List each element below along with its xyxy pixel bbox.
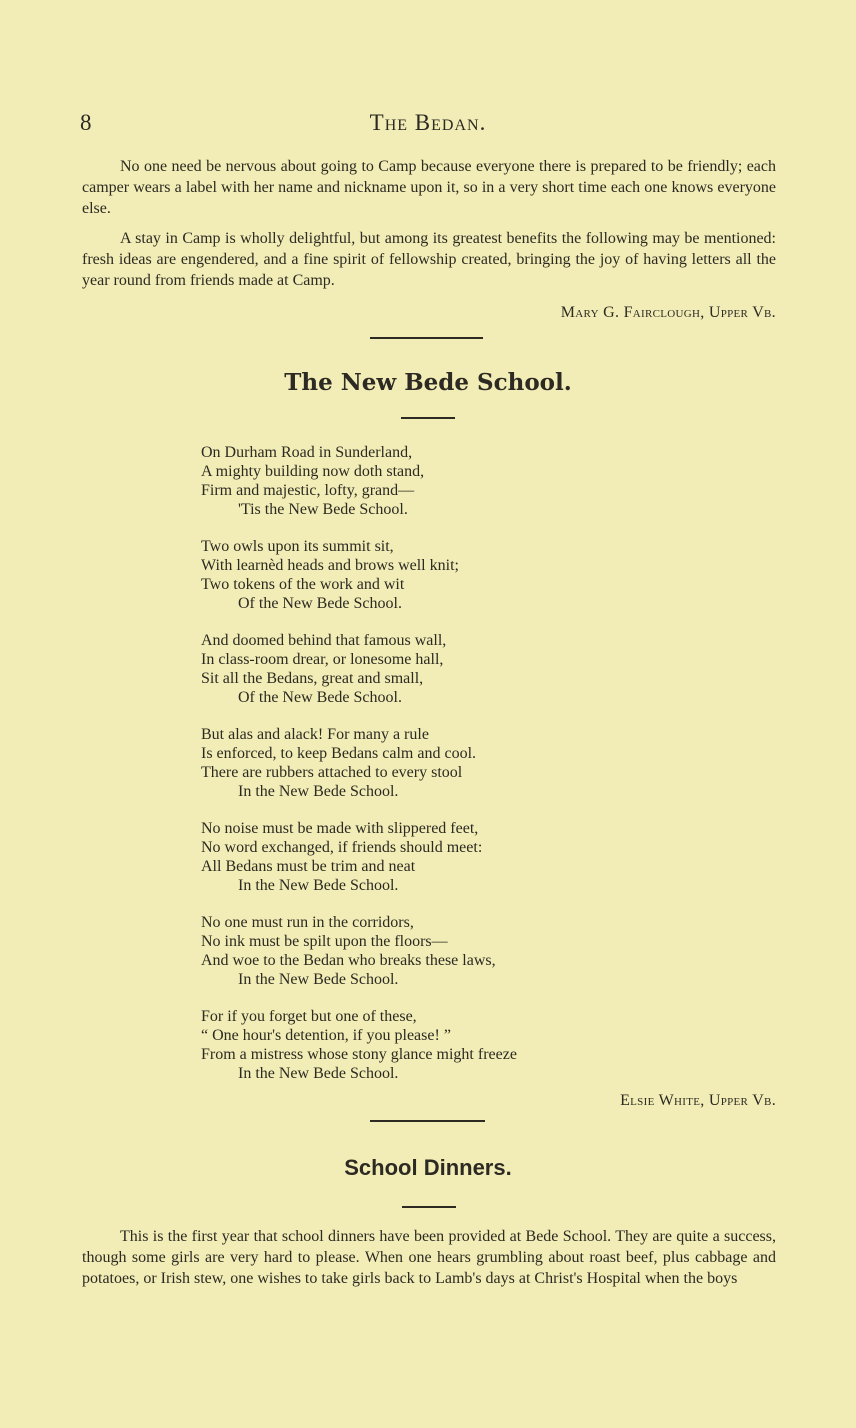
poem-line: A mighty building now doth stand,: [201, 463, 425, 480]
poem-line: But alas and alack! For many a rule: [201, 726, 429, 743]
stanza-7: [201, 1007, 721, 1083]
poem-line: “ One hour's detention, if you please! ”: [201, 1027, 451, 1044]
poem-refrain: In the New Bede School.: [238, 1065, 399, 1082]
poem-refrain: In the New Bede School.: [238, 971, 399, 988]
poem-line: No noise must be made with slippered feet,: [201, 820, 479, 837]
poem-refrain: In the New Bede School.: [238, 877, 399, 894]
poem-line: For if you forget but one of these,: [201, 1008, 417, 1025]
poem-line: On Durham Road in Sunderland,: [201, 444, 413, 461]
page-header: [80, 110, 776, 140]
poem-refrain: Of the New Bede School.: [238, 689, 402, 706]
poem-line: There are rubbers attached to every stool: [201, 764, 463, 781]
title-underline: [402, 1206, 456, 1208]
stanza-2: [201, 537, 721, 613]
stanza-5: [201, 819, 721, 895]
stanza-4: [201, 725, 721, 801]
poem-line: Sit all the Bedans, great and small,: [201, 670, 424, 687]
poem-line: In class-room drear, or lonesome hall,: [201, 651, 444, 668]
poem-line: No ink must be spilt upon the floors—: [201, 933, 448, 950]
camp-paragraph-1: No one need be nervous about going to Camp because everyone there is prepared to be friendly; each camper wears a label with her name and nickname upon it, so in a very short time each one knows everyone else.: [82, 158, 776, 217]
section-divider: [370, 337, 483, 339]
poem-line: No one must run in the corridors,: [201, 914, 414, 931]
poem-line: And woe to the Bedan who breaks these laws,: [201, 952, 496, 969]
camp-paragraph-2: A stay in Camp is wholly delightful, but among its greatest benefits the following may be mentioned: fresh ideas are engendered, and a fine spirit of fellowship created, bringing the joy of having letters all the year round from friends made at Camp.: [82, 230, 776, 289]
poem-title: The New Bede School.: [284, 369, 572, 396]
poem-line: No word exchanged, if friends should meet:: [201, 839, 483, 856]
stanza-1: [201, 443, 721, 519]
poem: [201, 443, 721, 1101]
poem-line: Two tokens of the work and wit: [201, 576, 405, 593]
poem-line: With learnèd heads and brows well knit;: [201, 557, 459, 574]
stanza-6: [201, 913, 721, 989]
dinners-title: School Dinners.: [344, 1155, 512, 1180]
poem-line: Firm and majestic, lofty, grand—: [201, 482, 415, 499]
title-underline: [401, 417, 455, 419]
running-title: The Bedan.: [369, 110, 487, 135]
poem-line: Is enforced, to keep Bedans calm and cool.: [201, 745, 477, 762]
poem-refrain: In the New Bede School.: [238, 783, 399, 800]
poem-signature: Elsie White, Upper Vb.: [620, 1092, 776, 1109]
poem-line: From a mistress whose stony glance might freeze: [201, 1046, 517, 1063]
poem-line: All Bedans must be trim and neat: [201, 858, 416, 875]
section-divider: [370, 1120, 485, 1122]
poem-refrain: Of the New Bede School.: [238, 595, 402, 612]
stanza-3: [201, 631, 721, 707]
poem-line: And doomed behind that famous wall,: [201, 632, 447, 649]
camp-signature: Mary G. Fairclough, Upper Vb.: [560, 304, 776, 321]
page-number: 8: [80, 110, 92, 135]
poem-refrain: 'Tis the New Bede School.: [238, 501, 408, 518]
poem-line: Two owls upon its summit sit,: [201, 538, 394, 555]
dinners-paragraph: This is the first year that school dinners have been provided at Bede School. They are quite a success, though some girls are very hard to please. When one hears grumbling about roast beef, plus cabbage and potatoes, or Irish stew, one wishes to take girls back to Lamb's days at Christ's Hospital when the boys: [82, 1228, 776, 1287]
